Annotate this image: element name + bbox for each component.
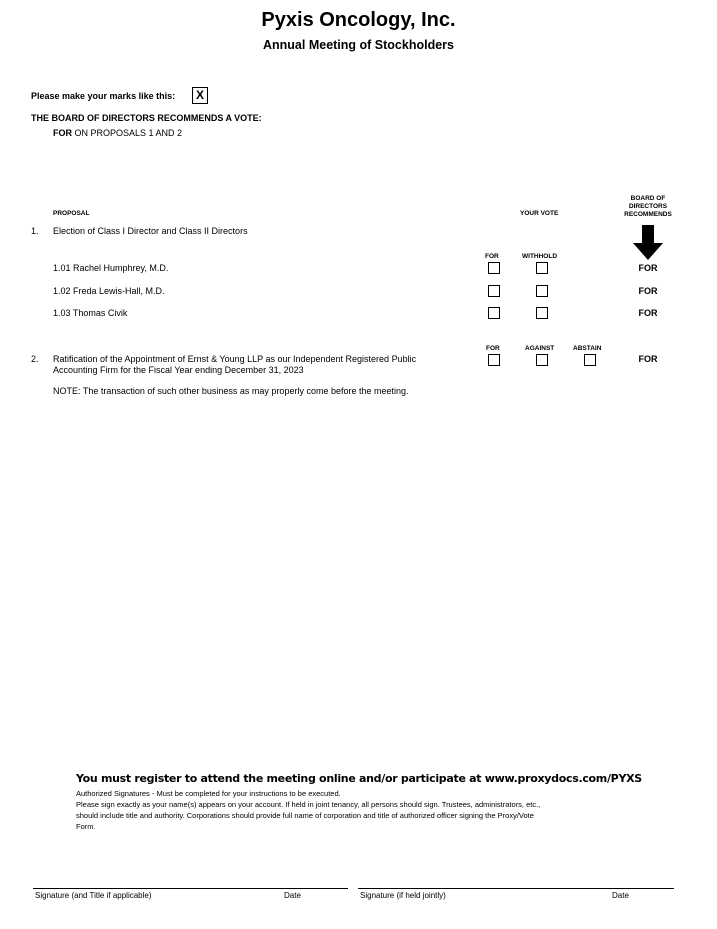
mark-example-box: X: [192, 87, 208, 104]
company-name: Pyxis Oncology, Inc.: [261, 9, 456, 31]
board-recommends-line: [53, 128, 182, 138]
board-heading-line1: BOARD OF: [630, 195, 666, 202]
nominee-1-01-recommendation: FOR: [638, 263, 658, 273]
nominee-1-02-label: 1.02 Freda Lewis-Hall, M.D.: [53, 286, 165, 296]
marks-instruction: Please make your marks like this:: [31, 91, 176, 101]
nominee-1-01-withhold-checkbox[interactable]: [536, 262, 548, 274]
signature-label-2: Signature (if held jointly): [360, 891, 446, 900]
signature-line-1[interactable]: [33, 888, 348, 889]
nominee-1-01-label: 1.01 Rachel Humphrey, M.D.: [53, 263, 169, 273]
signature-label-1: Signature (and Title if applicable): [35, 891, 152, 900]
proposal2-recommendation: FOR: [638, 354, 658, 364]
your-vote-column-heading: YOUR VOTE: [520, 210, 559, 217]
proposal2-number: 2.: [31, 354, 39, 364]
proposal2-abstain-heading: ABSTAIN: [573, 345, 602, 352]
date-label-2: Date: [612, 891, 629, 900]
proposal1-title: Election of Class I Director and Class II Directors: [53, 226, 248, 236]
recommend-rest: ON PROPOSALS 1 AND 2: [74, 128, 183, 138]
proposal2-against-checkbox[interactable]: [536, 354, 548, 366]
proposal2-for-checkbox[interactable]: [488, 354, 500, 366]
proposal2-title-line1: Ratification of the Appointment of Ernst & Young LLP as our Independent Registered Public: [53, 354, 417, 364]
nominee-1-01-for-checkbox[interactable]: [488, 262, 500, 274]
proposal2-against-heading: AGAINST: [525, 345, 555, 352]
footer-line2: Please sign exactly as your name(s) appears on your account. If held in joint tenancy, all persons should sign. Trustees, administrators, etc.,: [76, 800, 541, 809]
board-recommends-heading: THE BOARD OF DIRECTORS RECOMMENDS A VOTE:: [31, 113, 262, 123]
proposal2-abstain-checkbox[interactable]: [584, 354, 596, 366]
proposal2-for-heading: FOR: [486, 345, 500, 352]
footer-line1: Authorized Signatures - Must be completed for your instructions to be executed.: [76, 789, 341, 798]
nominee-1-02-recommendation: FOR: [638, 286, 658, 296]
board-heading-line2: DIRECTORS: [628, 203, 668, 210]
meeting-title: Annual Meeting of Stockholders: [263, 38, 454, 52]
signature-line-2[interactable]: [358, 888, 674, 889]
proposal1-withhold-heading: WITHHOLD: [522, 253, 558, 260]
nominee-1-03-for-checkbox[interactable]: [488, 307, 500, 319]
footer-line4: Form.: [76, 822, 96, 831]
recommend-for-word: FOR: [53, 128, 72, 138]
note-text: NOTE: The transaction of such other business as may properly come before the meeting.: [53, 386, 409, 396]
footer-line3: should include title and authority. Corporations should provide full name of corporation and title of authorized officer signing the Proxy/Vote: [76, 811, 534, 820]
proposal-column-heading: PROPOSAL: [53, 210, 90, 217]
nominee-1-02-withhold-checkbox[interactable]: [536, 285, 548, 297]
board-recommends-column-heading: [612, 195, 684, 219]
nominee-1-03-withhold-checkbox[interactable]: [536, 307, 548, 319]
nominee-1-03-label: 1.03 Thomas Civik: [53, 308, 128, 318]
register-notice: You must register to attend the meeting online and/or participate at www.proxydocs.com/PYXS: [76, 772, 642, 785]
proposal2-title-line2: Accounting Firm for the Fiscal Year ending December 31, 2023: [53, 365, 304, 375]
date-label-1: Date: [284, 891, 301, 900]
nominee-1-02-for-checkbox[interactable]: [488, 285, 500, 297]
arrow-down-icon: [633, 225, 663, 261]
nominee-1-03-recommendation: FOR: [638, 308, 658, 318]
proposal1-number: 1.: [31, 226, 39, 236]
proposal1-for-heading: FOR: [485, 253, 499, 260]
board-heading-line3: RECOMMENDS: [624, 211, 672, 218]
